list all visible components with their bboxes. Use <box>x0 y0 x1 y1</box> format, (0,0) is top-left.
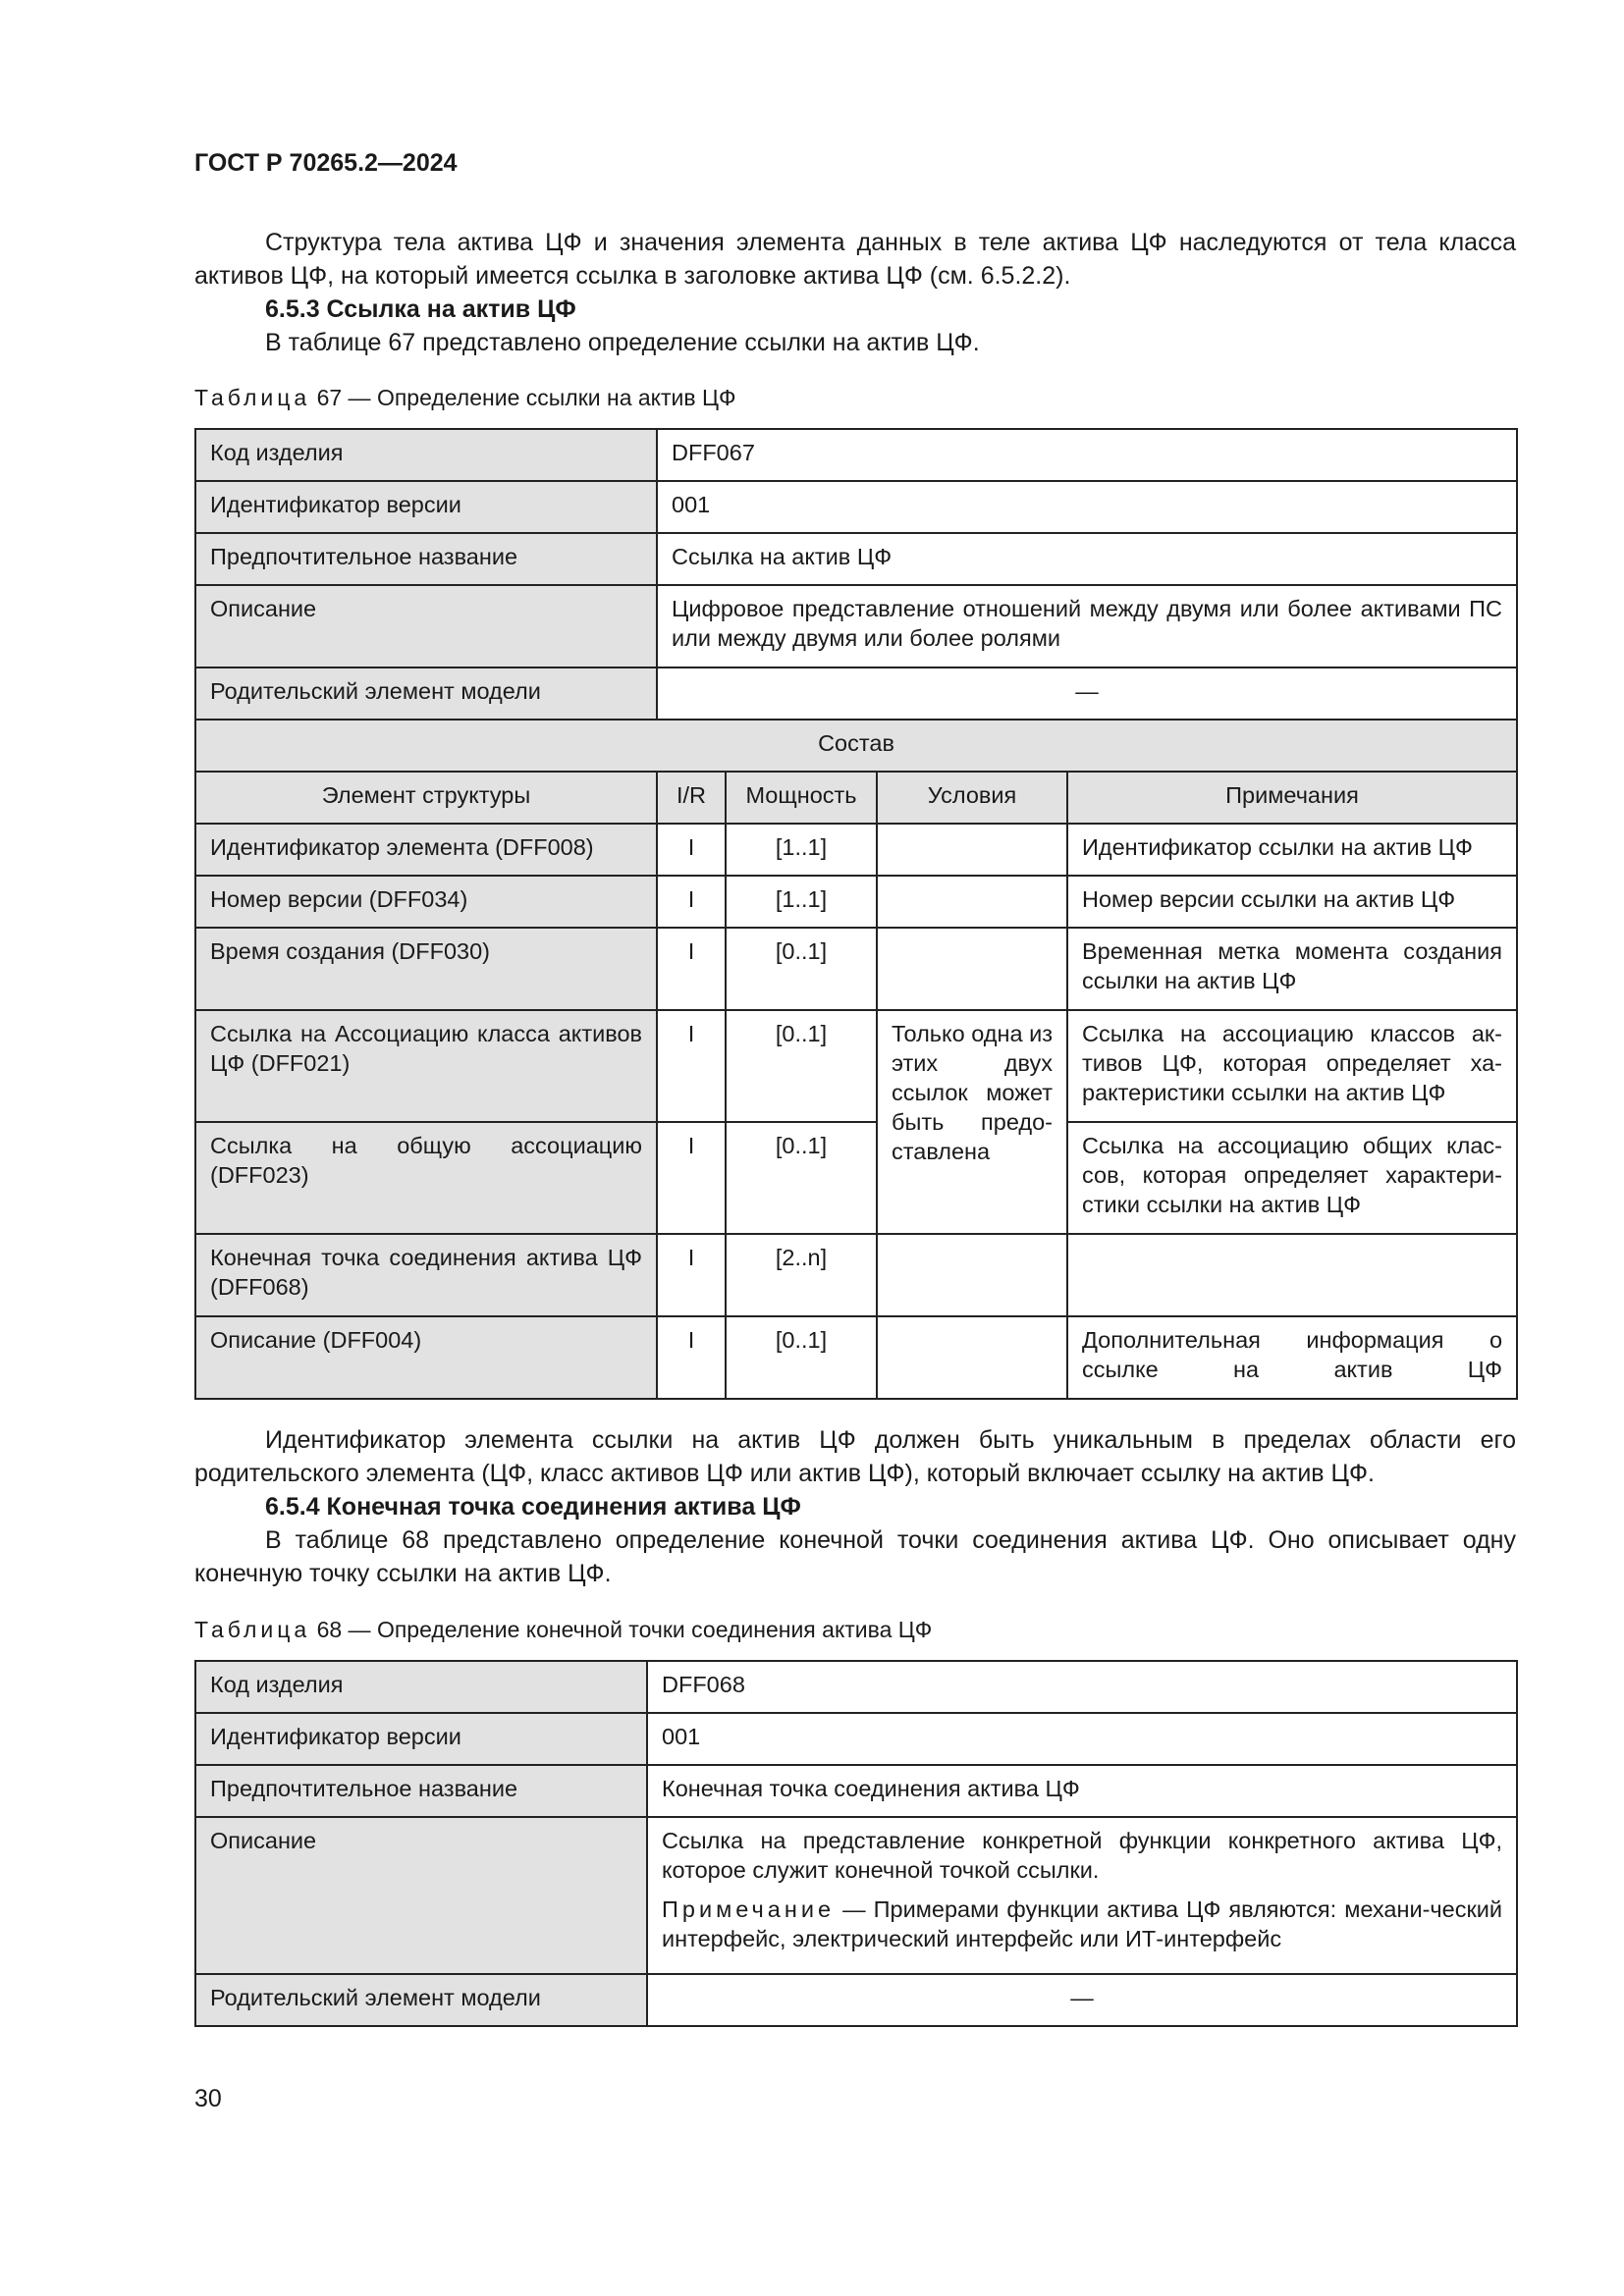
structure-element: Конечная точка соединения актива ЦФ (DFF068) <box>195 1234 657 1316</box>
condition-cell: Только одна из этих двух ссылок может быть предо-ставлена <box>877 1010 1067 1234</box>
table68-label: Код изделия <box>195 1661 647 1713</box>
table-row <box>195 928 1517 1010</box>
column-header: Примечания <box>1067 772 1517 824</box>
section-heading-6-5-4: 6.5.4 Конечная точка соединения актива ЦФ <box>265 1493 801 1521</box>
table68-value: — <box>647 1974 1517 2026</box>
table67-label: Предпочтительное название <box>195 533 657 585</box>
ir-cell: I <box>657 876 726 928</box>
ir-cell: I <box>657 1010 726 1122</box>
middle-paragraph: Идентификатор элемента ссылки на актив ЦФ должен быть уникальным в пределах области его родительского элемента (ЦФ, класс активов ЦФ или актив ЦФ), который включает ссылку на актив ЦФ. <box>194 1426 1516 1487</box>
note-cell: Идентификатор ссылки на актив ЦФ <box>1067 824 1517 876</box>
table68-value: Конечная точка соединения актива ЦФ <box>647 1765 1517 1817</box>
condition-cell <box>877 824 1067 876</box>
table-row <box>195 1234 1517 1316</box>
description-text: Ссылка на представление конкретной функции конкретного актива ЦФ, которое служит конечной точкой ссылки. <box>662 1828 1502 1883</box>
table67-value: DFF067 <box>657 429 1517 481</box>
cardinality-cell: [1..1] <box>726 876 877 928</box>
table67-caption-text: 67 — Определение ссылки на актив ЦФ <box>310 385 736 410</box>
description-note <box>662 1895 1502 1953</box>
ir-cell: I <box>657 1316 726 1399</box>
table67-value: Цифровое представление отношений между двумя или более активами ПС или между двумя или более ролями <box>657 585 1517 667</box>
section-text-6-5-3: В таблице 67 представлено определение ссылки на актив ЦФ. <box>265 329 980 356</box>
structure-element: Описание (DFF004) <box>195 1316 657 1399</box>
note-label: Примечание <box>662 1896 836 1922</box>
table-row <box>195 824 1517 876</box>
table-row <box>195 1010 1517 1122</box>
intro-paragraph: Структура тела актива ЦФ и значения элемента данных в теле актива ЦФ наследуются от тела класса активов ЦФ, на который имеется ссылка в заголовке актива ЦФ (см. 6.5.2.2). <box>194 229 1516 290</box>
table-row <box>195 481 1517 533</box>
table-row <box>195 720 1517 772</box>
table68-label: Описание <box>195 1817 647 1974</box>
ir-cell: I <box>657 1234 726 1316</box>
table-row <box>195 429 1517 481</box>
composition-title: Состав <box>195 720 1517 772</box>
table68-caption <box>194 1615 932 1644</box>
section-heading-6-5-3: 6.5.3 Ссылка на актив ЦФ <box>265 295 576 323</box>
intro-block <box>194 226 1516 359</box>
cardinality-cell: [2..n] <box>726 1234 877 1316</box>
note-text: Дополнительная информация о ссылке на актив ЦФ <box>1082 1327 1503 1382</box>
table68-caption-prefix: Таблица <box>194 1617 311 1642</box>
table68-value <box>647 1817 1517 1974</box>
table67-caption <box>194 383 736 412</box>
table67-label: Идентификатор версии <box>195 481 657 533</box>
table68-value: DFF068 <box>647 1661 1517 1713</box>
table-row <box>195 1316 1517 1399</box>
column-header: Мощность <box>726 772 877 824</box>
structure-element: Идентификатор элемента (DFF008) <box>195 824 657 876</box>
ir-cell: I <box>657 928 726 1010</box>
table67-label: Описание <box>195 585 657 667</box>
note-cell: Ссылка на ассоциацию общих клас-сов, которая определяет характери-стики ссылки на актив ЦФ <box>1067 1122 1517 1234</box>
table-row <box>195 585 1517 667</box>
table-header-row <box>195 772 1517 824</box>
table-row <box>195 667 1517 720</box>
ir-cell: I <box>657 824 726 876</box>
note-body: — Примерами функции актива ЦФ являются: механи-ческий интерфейс, электрический интерфейс или ИТ-интерфейс <box>662 1896 1502 1951</box>
table67-value: 001 <box>657 481 1517 533</box>
table67-caption-prefix: Таблица <box>194 385 311 410</box>
note-cell: Временная метка момента создания ссылки на актив ЦФ <box>1067 928 1517 1010</box>
column-header: I/R <box>657 772 726 824</box>
structure-element: Номер версии (DFF034) <box>195 876 657 928</box>
table-row <box>195 1974 1517 2026</box>
cardinality-cell: [0..1] <box>726 1316 877 1399</box>
ir-cell: I <box>657 1122 726 1234</box>
condition-cell <box>877 876 1067 928</box>
note-cell: Ссылка на ассоциацию классов ак-тивов ЦФ, которая определяет ха-рактеристики ссылки на актив ЦФ <box>1067 1010 1517 1122</box>
middle-block <box>194 1423 1516 1590</box>
cardinality-cell: [0..1] <box>726 928 877 1010</box>
table-row <box>195 1661 1517 1713</box>
table-row <box>195 533 1517 585</box>
table67 <box>194 428 1518 1400</box>
table-row <box>195 1713 1517 1765</box>
table-row <box>195 1765 1517 1817</box>
section-text-6-5-4: В таблице 68 представлено определение конечной точки соединения актива ЦФ. Оно описывает одну конечную точку ссылки на актив ЦФ. <box>194 1526 1516 1587</box>
column-header: Условия <box>877 772 1067 824</box>
structure-element: Время создания (DFF030) <box>195 928 657 1010</box>
table67-value: Ссылка на актив ЦФ <box>657 533 1517 585</box>
condition-cell <box>877 928 1067 1010</box>
structure-element: Ссылка на Ассоциацию класса активов ЦФ (DFF021) <box>195 1010 657 1122</box>
note-cell <box>1067 1234 1517 1316</box>
note-cell: Номер версии ссылки на актив ЦФ <box>1067 876 1517 928</box>
table68-label: Идентификатор версии <box>195 1713 647 1765</box>
table68-label: Предпочтительное название <box>195 1765 647 1817</box>
table68 <box>194 1660 1518 2027</box>
cardinality-cell: [0..1] <box>726 1010 877 1122</box>
cardinality-cell: [0..1] <box>726 1122 877 1234</box>
condition-cell <box>877 1234 1067 1316</box>
note-cell <box>1067 1316 1517 1399</box>
table67-label: Родительский элемент модели <box>195 667 657 720</box>
table-row <box>195 1817 1517 1974</box>
cardinality-cell: [1..1] <box>726 824 877 876</box>
document-number: ГОСТ Р 70265.2—2024 <box>194 149 458 177</box>
table67-value: — <box>657 667 1517 720</box>
condition-cell <box>877 1316 1067 1399</box>
table68-label: Родительский элемент модели <box>195 1974 647 2026</box>
structure-element: Ссылка на общую ассоциацию (DFF023) <box>195 1122 657 1234</box>
table68-caption-text: 68 — Определение конечной точки соединения актива ЦФ <box>310 1617 933 1642</box>
page-number: 30 <box>194 2085 222 2112</box>
column-header: Элемент структуры <box>195 772 657 824</box>
table68-value: 001 <box>647 1713 1517 1765</box>
table-row <box>195 1122 1517 1234</box>
table67-label: Код изделия <box>195 429 657 481</box>
table-row <box>195 876 1517 928</box>
